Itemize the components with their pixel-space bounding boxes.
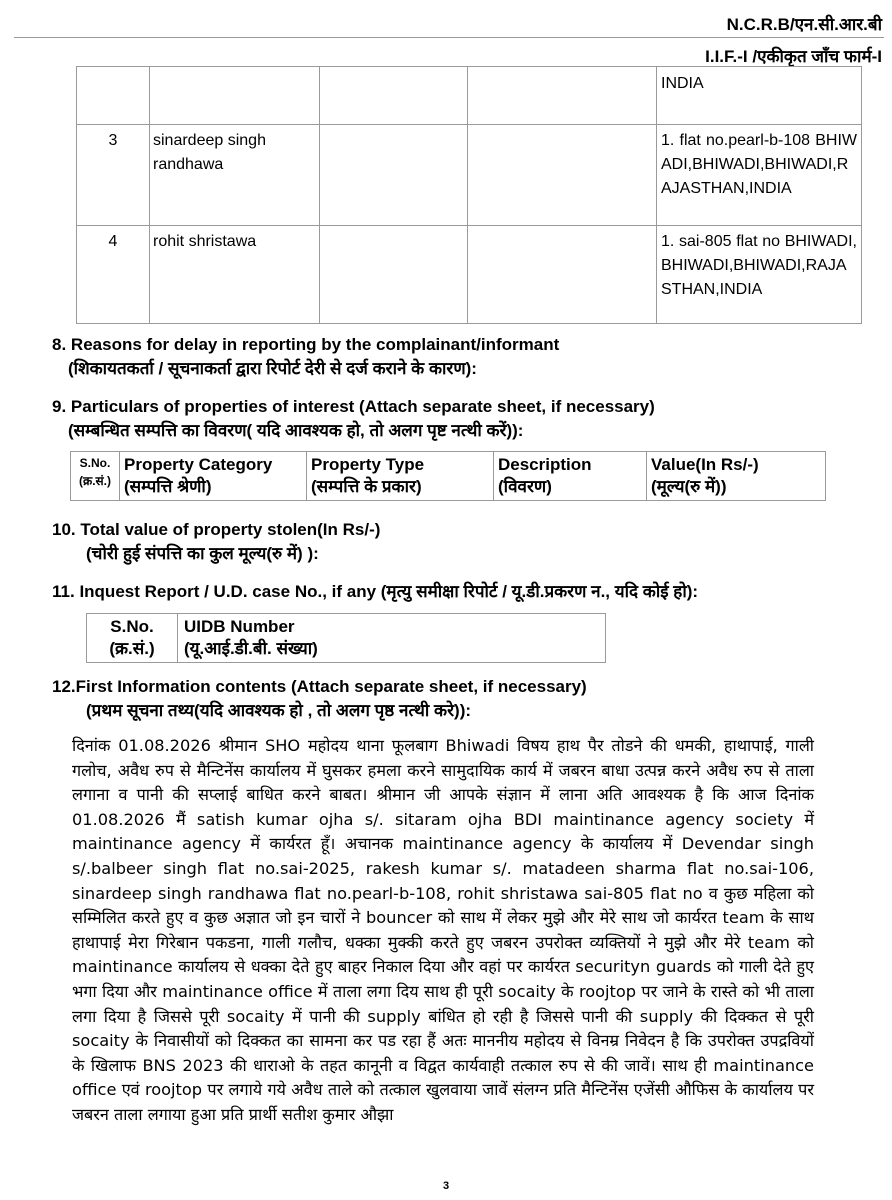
accused-col4 — [468, 125, 657, 226]
accused-col4 — [468, 67, 657, 125]
accused-address: INDIA — [657, 67, 862, 125]
section-title: First Information contents (Attach separate sheet, if necessary) — [75, 677, 587, 696]
section-title-hindi: (प्रथम सूचना तथ्य(यदि आवश्यक हो , तो अलग पृष्ठ नत्थी करे)): — [86, 701, 472, 720]
accused-name — [150, 67, 320, 125]
section-8 — [52, 333, 559, 381]
page-number: 3 — [442, 1180, 450, 1192]
accused-sno — [77, 67, 150, 125]
accused-col3 — [320, 67, 468, 125]
table-header-row — [71, 452, 826, 501]
col-description — [494, 452, 647, 501]
col-uidb-label: UIDB Number — [184, 617, 295, 636]
col-sno — [87, 614, 178, 663]
header-divider — [14, 37, 884, 38]
section-number: 11. — [52, 582, 75, 601]
col-description-label-hindi: (विवरण) — [498, 477, 552, 496]
section-title: Particulars of properties of interest (Attach separate sheet, if necessary) — [70, 397, 655, 416]
col-type-label: Property Type — [311, 455, 425, 474]
accused-table — [76, 66, 862, 324]
accused-name: rohit shristawa — [150, 226, 320, 324]
section-11 — [52, 580, 698, 604]
section-title: Inquest Report / U.D. case No., if any (मृत्यु समीक्षा रिपोर्ट / यू.डी.प्रकरण न., यदि कोई हो): — [79, 582, 699, 601]
accused-col3 — [320, 125, 468, 226]
section-title: Total value of property stolen(In Rs/-) — [80, 520, 381, 539]
inquest-table — [86, 613, 606, 663]
col-value-label: Value(In Rs/-) — [651, 455, 759, 474]
header-form-title: I.I.F.-I /एकीकृत जाँच फार्म-I — [705, 47, 882, 66]
section-10 — [52, 518, 380, 566]
property-table — [70, 451, 826, 501]
accused-col3 — [320, 226, 468, 324]
col-category — [120, 452, 307, 501]
header-org: N.C.R.B/एन.सी.आर.बी — [726, 15, 882, 34]
section-title: Reasons for delay in reporting by the complainant/informant — [70, 335, 560, 354]
section-number: 9. — [52, 397, 67, 416]
section-number: 12. — [52, 677, 76, 696]
accused-sno: 3 — [77, 125, 150, 226]
col-type-label-hindi: (सम्पत्ति के प्रकार) — [311, 477, 422, 496]
accused-name: sinardeep singh randhawa — [150, 125, 320, 226]
accused-address: 1. sai-805 flat no BHIWADI,BHIWADI,BHIWADI,RAJASTHAN,INDIA — [657, 226, 862, 324]
section-number: 10. — [52, 520, 76, 539]
section-number: 8. — [52, 335, 67, 354]
section-title-hindi: (शिकायतकर्ता / सूचनाकर्ता द्वारा रिपोर्ट देरी से दर्ज कराने के कारण): — [68, 359, 477, 378]
section-title-hindi: (सम्बन्धित सम्पत्ति का विवरण( यदि आवश्यक हो, तो अलग पृष्ट नत्थी करें)): — [68, 421, 524, 440]
table-row — [77, 125, 862, 226]
section-12 — [52, 675, 587, 723]
section-title-hindi: (चोरी हुई संपत्ति का कुल मूल्य(रु में) ): — [86, 544, 319, 563]
col-description-label: Description — [498, 455, 592, 474]
accused-col4 — [468, 226, 657, 324]
col-type — [307, 452, 494, 501]
table-row — [77, 226, 862, 324]
col-uidb-label-hindi: (यू.आई.डी.बी. संख्या) — [184, 639, 318, 658]
col-value-label-hindi: (मूल्य(रु में)) — [651, 477, 727, 496]
col-sno-label-hindi: (क्र.सं.) — [109, 639, 155, 658]
section-9 — [52, 395, 655, 443]
col-category-label-hindi: (सम्पत्ति श्रेणी) — [124, 477, 212, 496]
table-row — [77, 67, 862, 125]
accused-sno: 4 — [77, 226, 150, 324]
col-category-label: Property Category — [124, 455, 273, 474]
first-information-text: दिनांक 01.08.2026 श्रीमान SHO महोदय थाना फूलबाग Bhiwadi विषय हाथ पैर तोडने की धमकी, हाथापाई, गाली गलोच, अवैध रुप से मैन्टिनेंस कार्यालय में घुसकर हमला करने सामुदायिक कार्य में जबरन बाधा उत्पन्न करने अवैध रुप से ताला लगाना व पानी की सप्लाई बाधित करने बाबत। श्रीमान जी आपके संज्ञान में लाना अति आवश्यक है कि आज दिनांक 01.08.2026 मैं satish kumar ojha s/. sitaram ojha BDI maintinance agency society में maintinance agency में कार्यरत हूॅं। अचानक maintinance agency के कार्यालय में Devendar singh s/.balbeer singh flat no.sai-2025, rakesh kumar s/. matadeen sharma flat no.sai-106, sinardeep singh randhawa flat no.pearl-b-108, rohit shristawa sai-805 flat no व कुछ महिला को सम्मिलित करते हुए व कुछ अज्ञात जो इन चारों ने bouncer को साथ में लेकर मुझे और मेरे साथ जो कार्यरत team के साथ हाथापाई मेरा गिरेबान पकडना, गाली गलौच, धक्का मुक्की करते हुए जबरन उपरोक्त व्यक्तियों ने मुझे और मेरे team को maintinance कार्यालय से धक्का देते हुए बाहर निकाल दिया और वहां पर कार्यरत securityn guards को गाली देते हुए भगा दिया और maintinance office में ताला लगा दिय साथ ही पूरी socaity के roojtop पर जाने के रास्ते को भी ताला लगा दिया है जिससे पूरी socaity में पानी की supply बांधित हो रही है जिससे पानी की supply की दिक्कत से पूरी socaity के निवासीयों को दिक्कत का सामना कर पड रहा हैं अतः माननीय महोदय से विनम्र निवेदन है कि उपरोक्त उपद्रवियों के खिलाफ BNS 2023 की धाराओ के तहत कानूनी व विद्वत कार्यवाही तत्काल रुप से की जावें। साथ ही maintinance office एवं roojtop पर लगाये गये अवैध ताले को तत्काल खुलवाया जावें संलग्न प्रति मैन्टिनेंस एजेंसी औफिस के कार्यालय पर जबरन ताला लगाया हुआ प्रति प्रार्थी सतीश कुमार औझा — [72, 736, 814, 1124]
col-uidb — [178, 614, 606, 663]
accused-address: 1. flat no.pearl-b-108 BHIWADI,BHIWADI,BHIWADI,RAJASTHAN,INDIA — [657, 125, 862, 226]
col-sno — [71, 452, 120, 501]
col-value — [647, 452, 826, 501]
col-sno-label: S.No. — [79, 456, 111, 470]
table-header-row — [87, 614, 606, 663]
col-sno-label-hindi: (क्र.सं.) — [79, 474, 111, 488]
col-sno-label: S.No. — [110, 617, 154, 636]
